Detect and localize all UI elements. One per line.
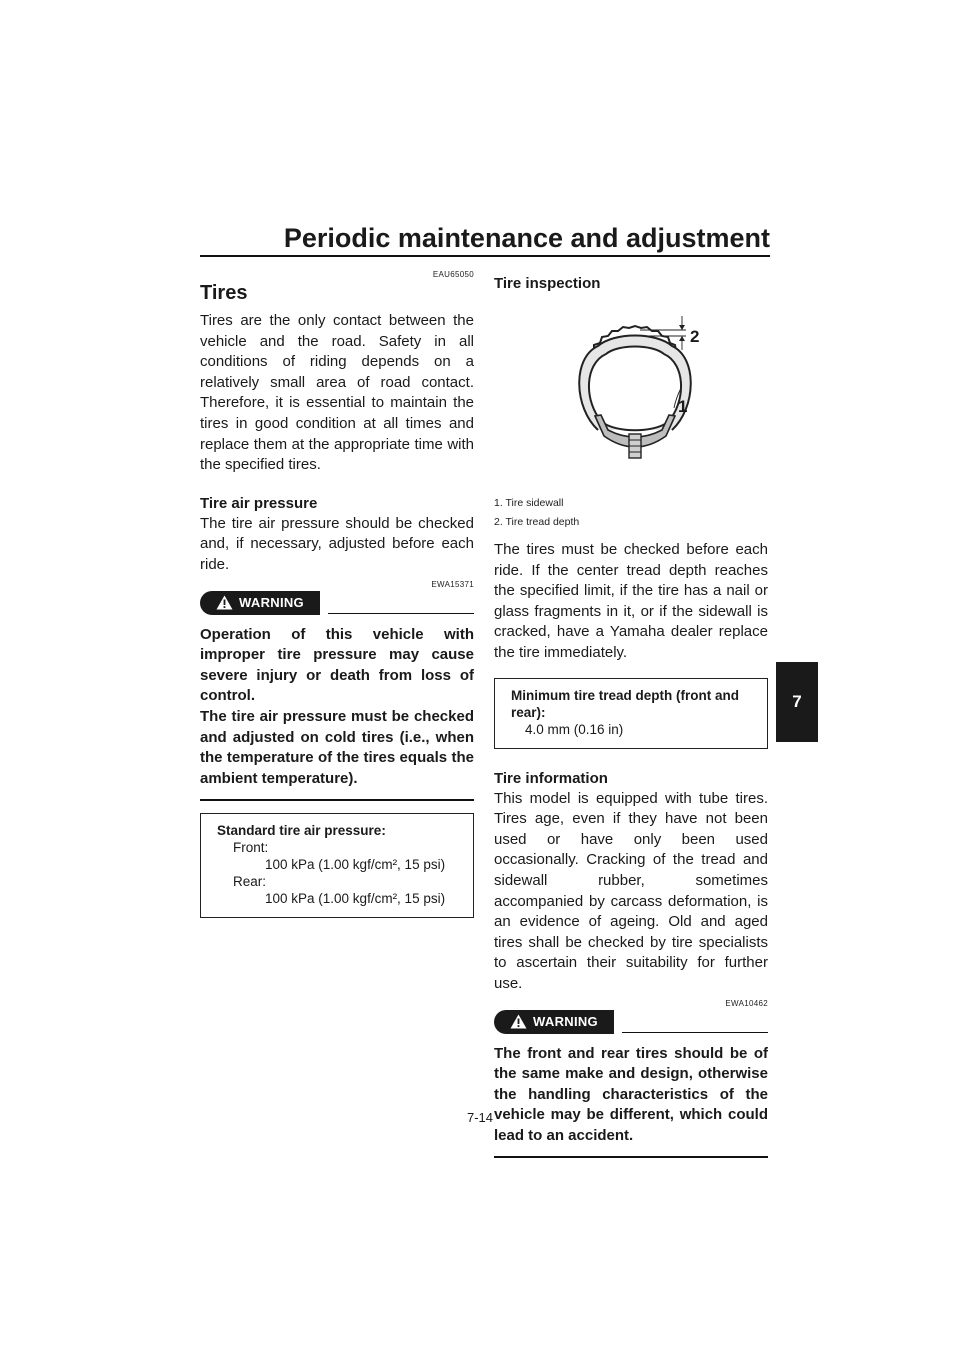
warning-code-2: EWA10462 <box>725 998 768 1008</box>
spec-title: Standard tire air pressure: <box>217 823 386 839</box>
tires-intro-text: Tires are the only contact between the vehicle and the road. Safety in all conditions of riding depends on a relatively small area of road contact. Therefore, it is essential to maintain the tires in good condition at all times and replace them at the appropriate time with the specified tires. <box>200 312 474 474</box>
figure-label-sidewall: 1 <box>678 397 688 416</box>
tire-cross-section-figure <box>494 298 768 468</box>
section-code: EAU65050 <box>432 270 474 279</box>
page-title: Periodic maintenance and adjustment <box>283 223 770 253</box>
tread-spec-title: Minimum tire tread depth (front and rear): <box>511 687 739 720</box>
tread-depth-spec-box <box>494 678 768 749</box>
warning-badge-2 <box>494 1010 614 1034</box>
warning-label: WARNING <box>239 595 304 611</box>
header-divider <box>200 255 770 257</box>
figure-label-tread-depth: 2 <box>690 327 700 346</box>
warning-triangle-icon <box>216 595 233 610</box>
spec-rear-value: 100 kPa (1.00 kgf/cm², 15 psi) <box>265 891 446 907</box>
page-number: 7-14 <box>466 1110 494 1125</box>
air-pressure-text: The tire air pressure should be checked and, if necessary, adjusted before each ride. <box>200 514 474 573</box>
warning-bottom-rule <box>200 799 474 801</box>
caption-sidewall: 1. Tire sidewall <box>494 497 564 509</box>
spec-rear-label: Rear: <box>233 874 267 890</box>
warning-top-rule <box>328 613 474 615</box>
warning-triangle-icon <box>510 1014 527 1029</box>
spec-front-value: 100 kPa (1.00 kgf/cm², 15 psi) <box>265 857 446 873</box>
warning-text-improper-pressure: Operation of this vehicle with improper tire pressure may cause severe injury or death from loss of control. <box>200 625 474 705</box>
warning-badge <box>200 591 320 615</box>
caption-tread-depth: 2. Tire tread depth <box>494 516 580 528</box>
right-column <box>494 270 768 1158</box>
warning-code: EWA15371 <box>431 579 474 589</box>
tire-pressure-spec-box <box>200 813 474 918</box>
warning-text-same-tires: The front and rear tires should be of the same make and design, otherwise the handling characteristics of the vehicle may be different, which could lead to an accident. <box>494 1044 768 1144</box>
subsection-title-inspection: Tire inspection <box>494 275 601 292</box>
warning-label-2: WARNING <box>533 1014 598 1029</box>
warning-bottom-rule-2 <box>494 1156 768 1158</box>
subsection-title-air-pressure: Tire air pressure <box>200 494 318 512</box>
warning-header <box>200 591 474 615</box>
subsection-title-information: Tire information <box>494 769 608 787</box>
spec-front-label: Front: <box>233 840 269 856</box>
figure-captions <box>494 494 768 532</box>
section-title-tires: Tires <box>200 282 248 304</box>
warning-top-rule-2 <box>622 1032 768 1034</box>
inspection-text: The tires must be checked before each ride. If the center tread depth reaches the specified limit, if the tire has a nail or glass fragments in it, or if the sidewall is cracked, have a Yamaha dealer replace the tire immediately. <box>494 541 768 661</box>
chapter-tab: 7 <box>776 662 818 742</box>
warning-header-2 <box>494 1010 768 1034</box>
left-column <box>200 270 474 918</box>
information-text: This model is equipped with tube tires. Tires age, even if they have not been used or have only been used occasionally. Cracking of the tread and sidewall rubber, sometimes accompanied by carcass deformation, is an evidence of ageing. Old and aged tires shall be checked by tire specialists to ascertain their suitability for further use. <box>494 789 768 992</box>
tread-spec-value: 4.0 mm (0.16 in) <box>525 721 624 737</box>
warning-text-cold-tires: The tire air pressure must be checked and adjusted on cold tires (i.e., when the temperature of the tires equals the ambient temperature). <box>200 707 474 787</box>
